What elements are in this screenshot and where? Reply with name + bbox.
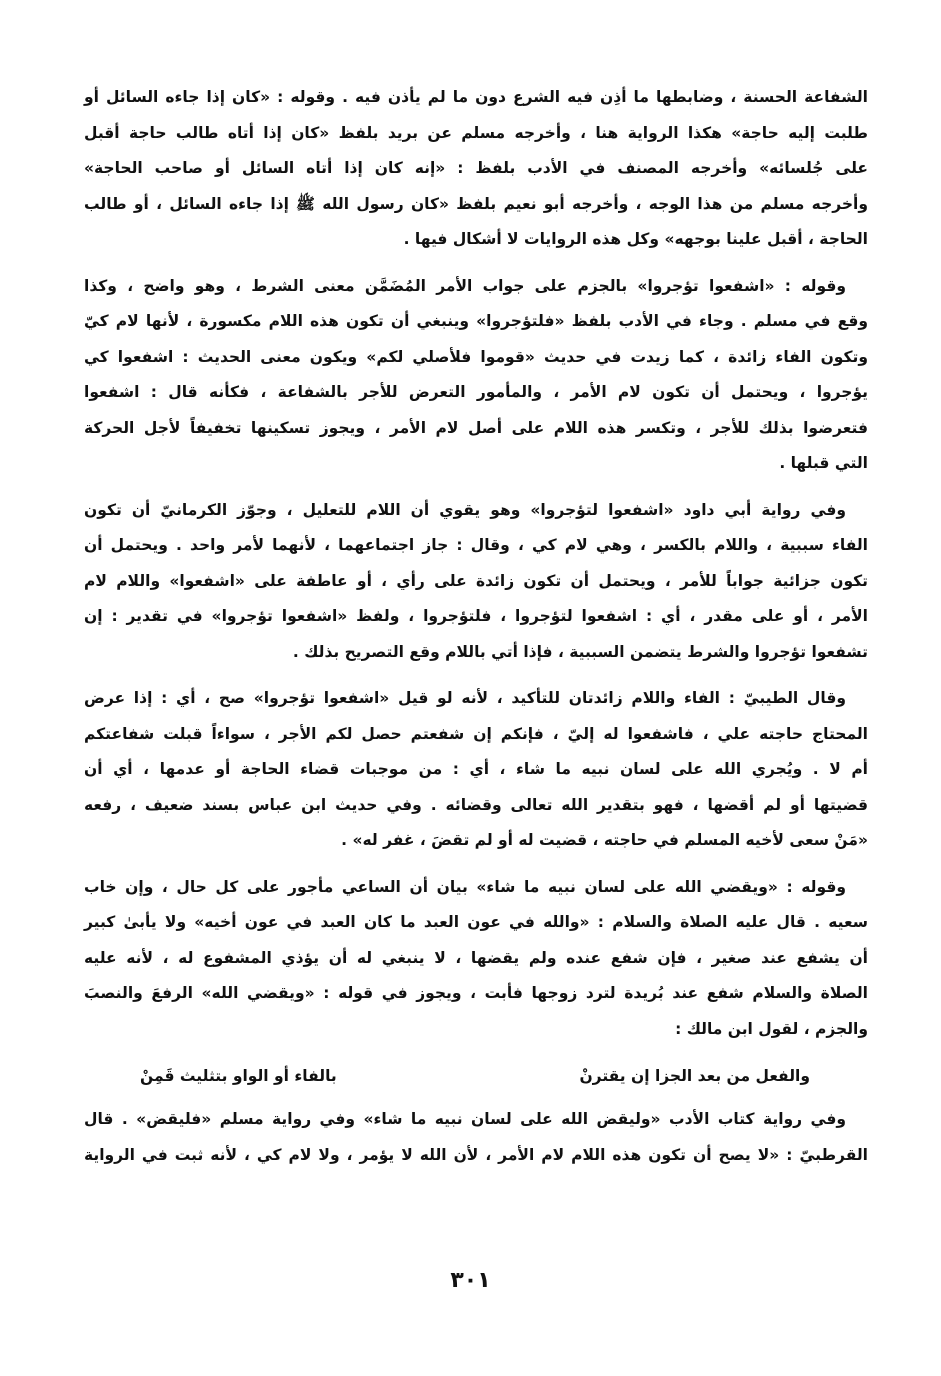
paragraph [84, 269, 868, 482]
text-line: وقوله : «ويقضي الله على لسان نبيه ما شاء» بيان أن الساعي مأجور على كل حال ، وإن خاب [84, 877, 846, 896]
paragraph [84, 493, 868, 671]
text-line: الشفاعة الحسنة ، وضابطها ما أذِن فيه الشرع دون ما لم يأذن فيه . وقوله : «كان إذا جاءه السائل أو [84, 88, 868, 106]
paragraph [84, 1102, 868, 1173]
paragraphs-before-verse [84, 80, 868, 1047]
text-line: «مَنْ سعى لأخيه المسلم في حاجته ، قضيت له أو لم تقضَ ، غفر له» . [341, 831, 868, 849]
text-line: وقع في مسلم . وجاء في الأدب بلفظ «فلتؤجروا» وينبغي أن تكون هذه اللام مكسورة ، لأنها لام كيّ [84, 312, 868, 330]
text-line: وقوله : «اشفعوا تؤجروا» بالجزم على جواب الأمر المُضَمَّن معنى الشرط ، وهو واضح ، وكذا [84, 276, 846, 295]
text-line: والجزم ، لقول ابن مالك : [675, 1019, 868, 1038]
text-line: أن يشفع عند صغير ، فإن شفع عنده ولم يقضها ، لا ينبغي له أن يؤذي المشفوع له ، لأنه عليه [84, 948, 868, 967]
text-line: طلبت إليه حاجة» هكذا الرواية هنا ، وأخرجه مسلم عن بريد بلفظ «كان إذا أتاه طالب حاجة أقبل [84, 123, 868, 142]
verse-first-hemistich: والفعل من بعد الجزا إن يقترنْ [579, 1067, 810, 1085]
text-line: وقال الطيبيّ : الفاء واللام زائدتان للتأكيد ، لأنه لو قيل «اشفعوا تؤجروا» صح ، أي : إذا عرض [84, 689, 846, 707]
text-line: الأمر ، أو على مقدر ، أي : اشفعوا لتؤجروا ، فلتؤجروا ، ولفظ «اشفعوا تؤجروا» في تقدير : إن [84, 607, 868, 625]
book-page-body [84, 80, 868, 1184]
paragraph [84, 681, 868, 859]
text-line: سعيه . قال عليه الصلاة والسلام : «والله في عون العبد ما كان العبد في عون أخيه» ولا يأبىٰ كبير [84, 913, 868, 931]
page-number: ٣٠١ [450, 1268, 491, 1293]
text-line: الفاء سببية ، واللام بالكسر ، وهي لام كي ، وقال : جاز اجتماعهما ، لأنهما لأمر واحد . ويحتمل أن [84, 536, 868, 554]
text-line: تشفعوا تؤجروا والشرط يتضمن السببية ، فإذا أتي باللام وقع التصريح بذلك . [292, 642, 868, 661]
text-line: فتعرضوا بذلك للأجر ، وتكسر هذه اللام على أصل لام الأمر ، ويجوز تسكينها تخفيفاً لأجل الحركة [84, 418, 868, 437]
text-line: أم لا . ويُجري الله على لسان نبيه ما شاء ، أي : من موجبات قضاء الحاجة أو عدمها ، أي أن [84, 760, 868, 778]
text-line: القرطبيّ : «لا يصح أن تكون هذه اللام لام الأمر ، لأن الله لا يؤمر ، ولا لام كي ، لأنه ثبت في الرواية [84, 1145, 868, 1164]
paragraph [84, 80, 868, 258]
poetry-verse [84, 1058, 868, 1102]
text-line: يؤجروا ، ويحتمل أن تكون لام الأمر ، والمأمور التعرض للأجر بالشفاعة ، فكأنه قال : اشفعوا [84, 383, 868, 401]
text-line: التي قبلها . [779, 454, 868, 472]
text-line: الحاجة ، أقبل علينا بوجهه» وكل هذه الروايات لا أشكال فيها . [403, 230, 868, 248]
text-line: وتكون الفاء زائدة ، كما زيدت في حديث «قوموا فلأصلي لكم» ويكون معنى الحديث : اشفعوا كي [84, 347, 868, 366]
text-line: الصلاة والسلام شفع عند بُريدة لترد زوجها فأبت ، ويجوز في قوله : «ويقضي الله» الرفعَ والنصبَ [84, 984, 868, 1002]
text-line: على جُلسائه» وأخرجه المصنف في الأدب بلفظ : «إنه كان إذا أتاه السائل أو صاحب الحاجة» [84, 159, 868, 177]
text-line: المحتاج حاجته علي ، فاشفعوا له إليّ ، فإنكم إن شفعتم حصل لكم الأجر ، سواءاً قبلت شفاعتكم [84, 724, 868, 743]
paragraphs-after-verse [84, 1102, 868, 1173]
text-line: وأخرجه مسلم من هذا الوجه ، وأخرجه أبو نعيم بلفظ «كان رسول الله ﷺ إذا جاءه السائل ، أو طالب [84, 194, 868, 213]
text-line: تكون جزائية جواباً للأمر ، ويحتمل أن تكون زائدة على رأي ، أو عاطفة على «اشفعوا» واللام لام [84, 571, 868, 590]
paragraph [84, 870, 868, 1048]
text-line: وفي رواية أبي داود «اشفعوا لتؤجروا» وهو يقوي أن اللام للتعليل ، وجوّز الكرمانيّ أن تكون [84, 500, 846, 519]
text-line: وفي رواية كتاب الأدب «وليقض الله على لسان نبيه ما شاء» وفي رواية مسلم «فليقض» . قال [84, 1110, 846, 1128]
text-line: قضيتها أو لم أقضها ، فهو بتقدير الله تعالى وقضائه . وفي حديث ابن عباس بسند ضعيف ، رفعه [84, 795, 868, 814]
verse-second-hemistich: بالفاء أو الواو بتثليث قَمِنْ [140, 1067, 337, 1085]
